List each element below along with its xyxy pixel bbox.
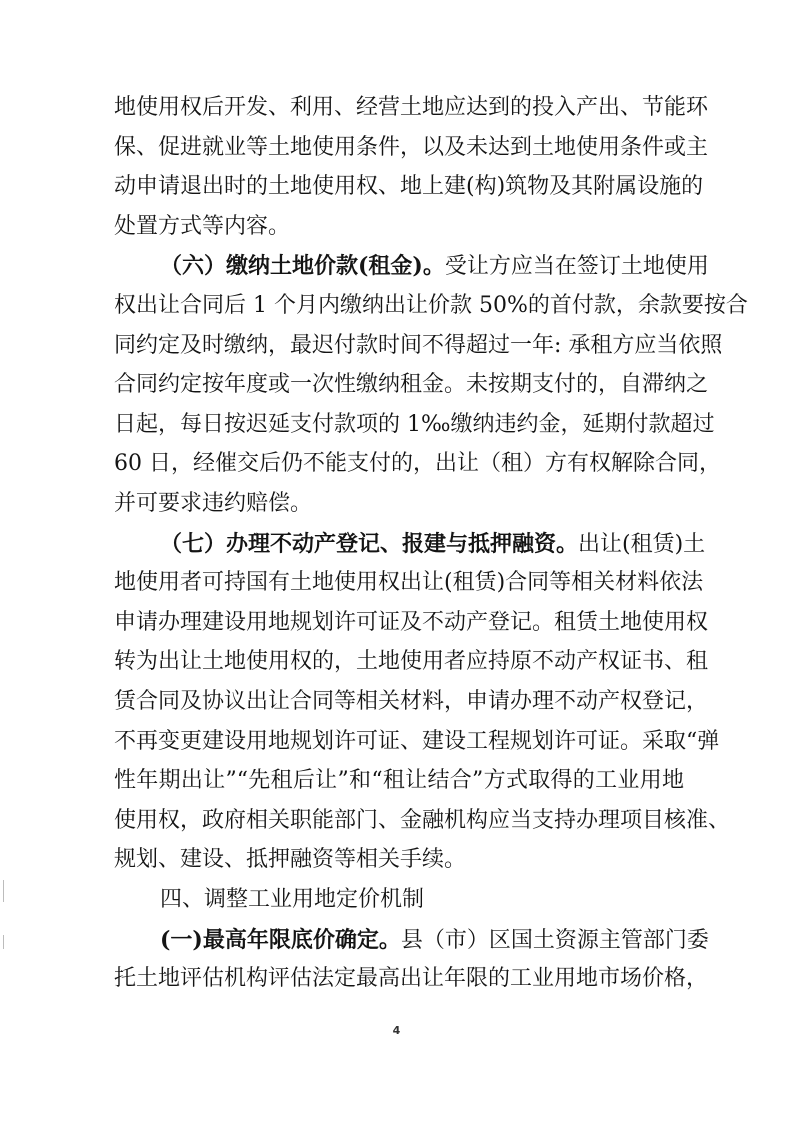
text-segment: 处置方式等内容。 [114,214,291,239]
text-line [114,167,704,207]
text-segment: 申请办理建设用地规划许可证及不动产登记。租赁土地使用权 [114,610,709,635]
text-line [114,959,709,999]
text-segment: 转为出让土地使用权的，土地使用者应持原不动产权证书、租 [114,649,709,674]
text-segment: 出让(租赁)土 [578,532,706,557]
text-segment: 赁合同及协议出让合同等相关材料，申请办理不动产权登记， [114,689,709,714]
text-line [114,682,709,722]
text-line [160,920,709,960]
text-line [114,840,684,880]
scan-edge-mark [3,935,4,949]
text-line [114,207,684,247]
text-line [160,524,706,564]
text-segment: 60 日，经催交后仍不能支付的，出让（租）方有权解除合同， [114,451,721,476]
text-line [114,603,709,643]
text-line [114,484,684,524]
text-segment: 使用权，政府相关职能部门、金融机构应当支持办理项目核准、 [114,808,731,833]
text-segment: 合同约定按年度或一次性缴纳租金。未按期支付的，自滞纳之 [114,372,709,397]
text-segment: 规划、建设、抵押融资等相关手续。 [114,847,467,872]
text-segment: 权出让合同后 1 个月内缴纳出让价款 50%的首付款，余款要按合 [114,293,748,318]
section-heading [160,880,684,920]
text-line [114,801,731,841]
text-line [114,405,715,445]
text-segment: 并可要求违约赔偿。 [114,491,313,516]
text-line [114,563,704,603]
text-line [160,246,709,286]
text-segment: 不再变更建设用地规划许可证、建设工程规划许可证。采取“弹 [114,729,720,754]
text-line [114,722,720,762]
text-segment: 受让方应当在签订土地使用 [444,254,709,279]
text-segment: 同约定及时缴纳，最迟付款时间不得超过一年: 承租方应当依照 [114,333,723,358]
text-segment: 性年期出让”“先租后让”和“租让结合”方式取得的工业用地 [114,768,684,793]
text-line [114,761,684,801]
scan-edge-mark [3,880,4,902]
text-line [114,642,709,682]
bold-lead-phrase: （七）办理不动产登记、报建与抵押融资。 [160,531,579,557]
text-segment: 托土地评估机构评估法定最高出让年限的工业用地市场价格， [114,966,709,991]
text-line [114,286,748,326]
text-segment: 日起，每日按迟延支付款项的 1‰缴纳违约金，延期付款超过 [114,412,715,437]
text-segment: 动申请退出时的土地使用权、地上建(构)筑物及其附属设施的 [114,174,704,199]
text-line [114,88,709,128]
page-number: 4 [392,1024,401,1037]
text-segment: 地使用者可持国有土地使用权出让(租赁)合同等相关材料依法 [114,570,704,595]
text-line [114,326,723,366]
text-segment: 地使用权后开发、利用、经营土地应达到的投入产出、节能环 [114,95,709,120]
bold-lead-phrase: （六）缴纳土地价款(租金)。 [160,253,445,279]
text-line [114,444,721,484]
text-line [114,365,709,405]
text-segment: 保、促进就业等土地使用条件，以及未达到土地使用条件或主 [114,135,709,160]
bold-lead-phrase: (一)最高年限底价确定。 [160,927,401,953]
text-line [114,128,709,168]
text-segment: 四、调整工业用地定价机制 [160,887,425,912]
text-segment: 县（市）区国土资源主管部门委 [400,928,709,953]
